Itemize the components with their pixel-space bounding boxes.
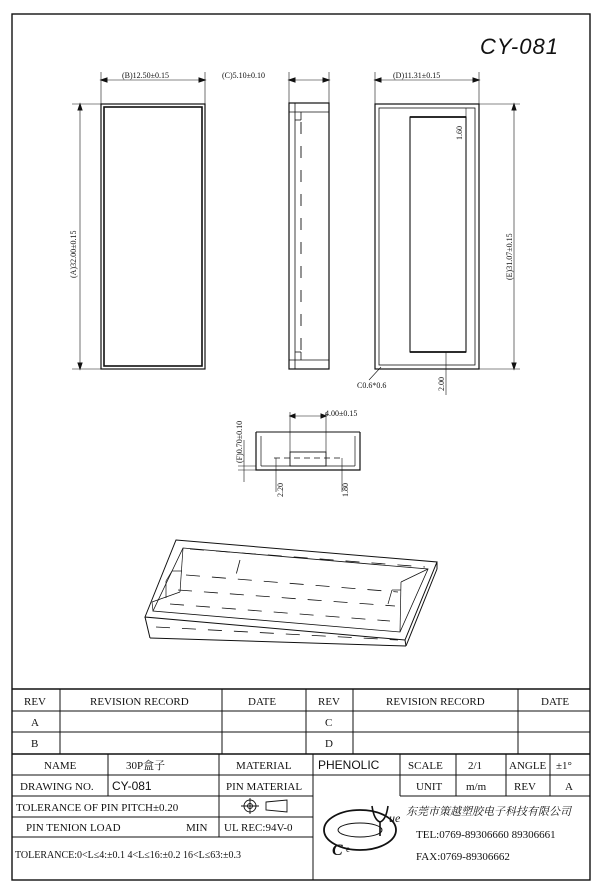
- front-view: [72, 72, 205, 369]
- outer-border: [12, 14, 590, 880]
- rev-row-c: C: [325, 717, 333, 729]
- dim-a: (A)32.00±0.15: [69, 230, 78, 278]
- rev-header-left: REV: [24, 696, 46, 708]
- end-view: [238, 412, 360, 492]
- record-header-right: REVISION RECORD: [386, 696, 485, 708]
- rev-row-b: B: [31, 738, 39, 750]
- side-view: [289, 72, 329, 369]
- dim-160: 1.60: [455, 126, 464, 140]
- drawing-no-value: CY-081: [112, 779, 152, 793]
- pin-tension-label: PIN TENION LOAD: [26, 822, 121, 834]
- name-value: 30P盒子: [126, 760, 166, 772]
- dim-slot-width: 4.00±0.15: [325, 409, 358, 418]
- dim-180: 1.80: [341, 483, 350, 497]
- part-number-title: CY-081: [480, 34, 559, 59]
- isometric-view: [145, 540, 437, 646]
- svg-text:C: C: [332, 842, 343, 859]
- company-logo: [324, 806, 396, 859]
- scale-value: 2/1: [468, 760, 483, 772]
- angle-value: ±1°: [556, 760, 572, 772]
- material-value: PHENOLIC: [318, 758, 380, 772]
- dim-200: 2.00: [437, 377, 446, 391]
- rev-value: A: [565, 781, 573, 793]
- rev-label: REV: [514, 781, 536, 793]
- dim-220: 2.20: [276, 483, 285, 497]
- company-fax: FAX:0769-89306662: [416, 851, 510, 863]
- logo-text: ue: [389, 811, 401, 825]
- company-tel: TEL:0769-89306660 89306661: [416, 829, 556, 841]
- bottom-view: [369, 72, 520, 395]
- material-label: MATERIAL: [236, 760, 292, 772]
- record-header-left: REVISION RECORD: [90, 696, 189, 708]
- drawing-no-label: DRAWING NO.: [20, 781, 94, 793]
- company-name: 东莞市策越塑胶电子科技有限公司: [406, 806, 571, 818]
- scale-label: SCALE: [408, 760, 443, 772]
- dim-chamfer: C0.6*0.6: [357, 381, 387, 390]
- date-header-right: DATE: [541, 696, 570, 708]
- pin-tension-unit: MIN: [186, 822, 208, 834]
- dim-f: (F)0.70±0.10: [235, 420, 244, 463]
- projection-symbol: [241, 798, 287, 814]
- dim-d: (D)11.31±0.15: [393, 71, 441, 80]
- unit-label: UNIT: [416, 781, 443, 793]
- name-label: NAME: [44, 760, 77, 772]
- tolerance-pin-pitch: TOLERANCE OF PIN PITCH±0.20: [16, 802, 179, 814]
- dim-c: (C)5.10±0.10: [222, 71, 266, 80]
- pin-material-label: PIN MATERIAL: [226, 781, 303, 793]
- dim-b: (B)12.50±0.15: [122, 71, 170, 80]
- rev-row-d: D: [325, 738, 333, 750]
- svg-text:e: e: [346, 844, 350, 854]
- dim-e: (E)31.07±0.15: [505, 233, 514, 280]
- unit-value: m/m: [466, 781, 487, 793]
- rev-row-a: A: [31, 717, 39, 729]
- rev-header-right: REV: [318, 696, 340, 708]
- angle-label: ANGLE: [509, 760, 547, 772]
- ul-rec: UL REC:94V-0: [224, 822, 293, 834]
- tolerance-general: TOLERANCE:0<L≤4:±0.1 4<L≤16:±0.2 16<L≤63:±0.3: [15, 850, 242, 861]
- date-header-left: DATE: [248, 696, 277, 708]
